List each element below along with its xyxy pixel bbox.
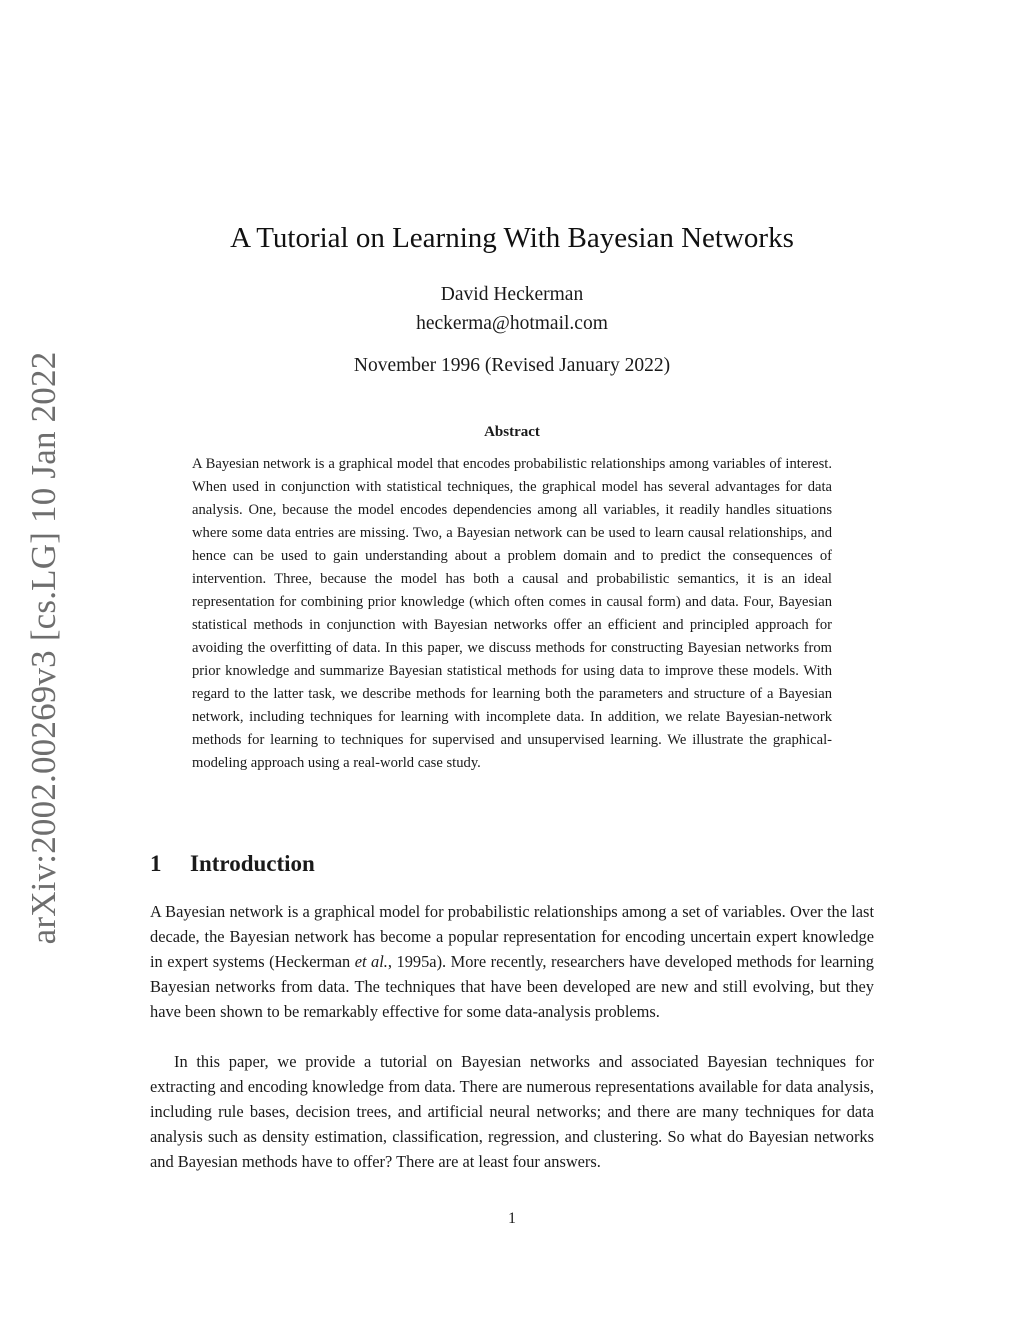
section-number: 1 (150, 851, 162, 876)
intro-paragraph-2: In this paper, we provide a tutorial on Bayesian networks and associated Bayesian techniques for extracting and encoding knowledge from data. There are numerous representations available for data analysis, including rule bases, decision trees, and artificial neural networks; and there are many techniques for data analysis such as density estimation, classification, regression, and clustering. So what do Bayesian networks and Bayesian methods have to offer? There are at least four answers. (150, 1052, 874, 1171)
arxiv-identifier: arXiv:2002.00269v3 [cs.LG] 10 Jan 2022 (24, 351, 63, 945)
section-heading (150, 851, 315, 877)
page-number: 1 (508, 1210, 516, 1227)
para1-citation-italic: et al. (354, 952, 388, 971)
abstract-text: A Bayesian network is a graphical model that encodes probabilistic relationships among variables of interest. When used in conjunction with statistical techniques, the graphical model has several advantages for data analysis. One, because the model encodes dependencies among all variables, it readily handles situations where some data entries are missing. Two, a Bayesian network can be used to learn causal relationships, and hence can be used to gain understanding about a problem domain and to predict the consequences of intervention. Three, because the model has both a causal and probabilistic semantics, it is an ideal representation for combining prior knowledge (which often comes in causal form) and data. Four, Bayesian statistical methods in conjunction with Bayesian networks offer an efficient and principled approach for avoiding the overfitting of data. In this paper, we discuss methods for constructing Bayesian networks from prior knowledge and summarize Bayesian statistical methods for using data to improve these models. With regard to the latter task, we describe methods for learning both the parameters and structure of a Bayesian network, including techniques for learning with incomplete data. In addition, we relate Bayesian-network methods for learning to techniques for supervised and unsupervised learning. We illustrate the graphical-modeling approach using a real-world case study. (192, 456, 832, 771)
para1-text-end: , 1995a). More recently, researchers have developed methods for learning Bayesian networks from data. The techniques that have been developed are new and still evolving, but they have been shown to be remarkably effective for some data-analysis problems. (150, 952, 874, 1021)
intro-paragraph-1 (150, 899, 874, 1024)
author-name: David Heckerman (440, 284, 584, 305)
paper-title: A Tutorial on Learning With Bayesian Networks (230, 222, 794, 254)
para1-text-start: A Bayesian network is a graphical model for probabilistic relationships among a set of variables. Over the last decade, the Bayesian network has become a popular representation for encoding uncertain expert knowledge in expert systems (Heckerman (150, 902, 874, 971)
author-email: heckerma@hotmail.com (416, 313, 608, 334)
abstract-heading: Abstract (484, 424, 540, 440)
section-title: Introduction (190, 851, 315, 876)
publication-date: November 1996 (Revised January 2022) (353, 355, 671, 376)
